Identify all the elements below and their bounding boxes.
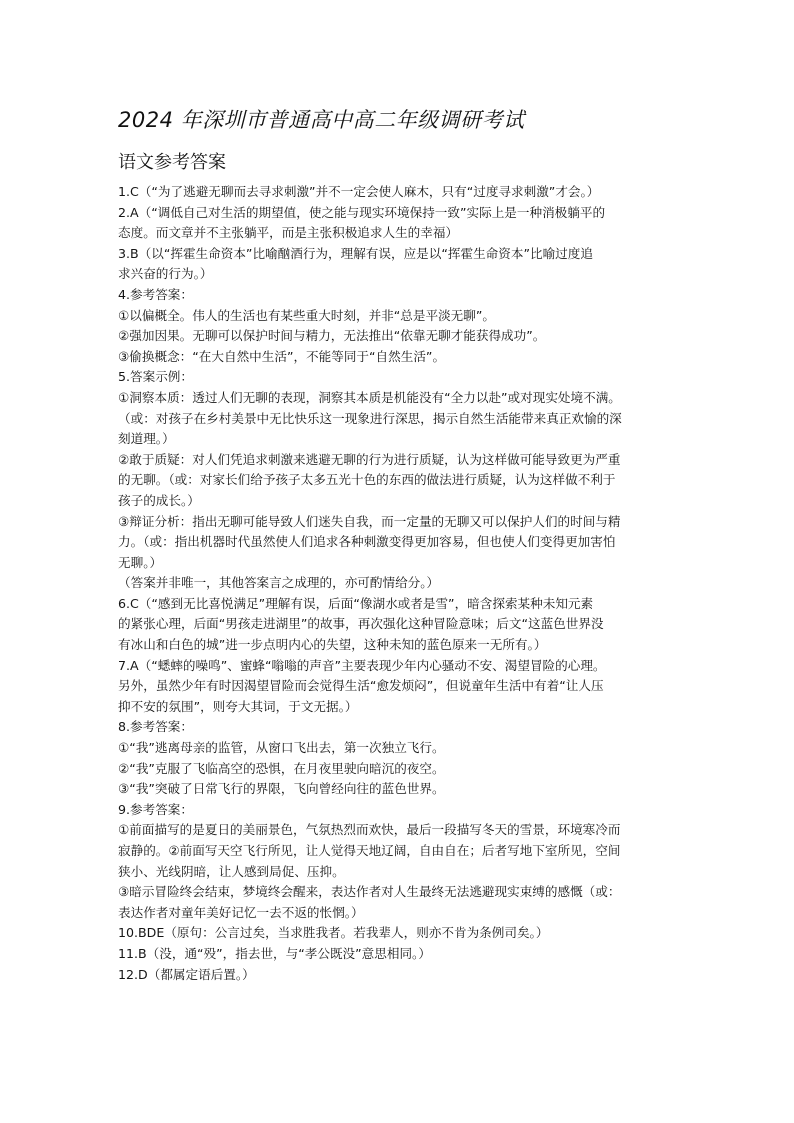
answer-line: （或：对孩子在乡村美景中无比快乐这一现象进行深思，揭示自然生活能带来真正欢愉的深 [118, 410, 622, 426]
answer-line: 7.A（“蟋蟀的噪鸣”、蜜蜂“嗡嗡的声音”主要表现少年内心骚动不安、渴望冒险的心理。 [118, 657, 606, 673]
answer-line: 9.参考答案： [118, 801, 193, 817]
answer-line: 表达作者对童年美好记忆一去不返的怅惘。） [118, 904, 364, 920]
answer-line: ③辩证分析：指出无聊可能导致人们迷失自我，而一定量的无聊又可以保护人们的时间与精 [118, 513, 621, 529]
answer-line: 力。（或：指出机器时代虽然使人们追求各种刺激变得更加容易，但也使人们变得更加害怕 [118, 534, 616, 550]
answer-line: 的无聊。（或：对家长们给予孩子太多五光十色的东西的做法进行质疑，认为这样做不利于 [118, 472, 616, 488]
answer-line: 12.D（都属定语后置。） [118, 966, 255, 982]
answer-line: 孩子的成长。） [118, 492, 200, 508]
answer-line: 8.参考答案： [118, 719, 193, 735]
answer-line: 态度。而文章并不主张躺平，而是主张积极追求人生的幸福） [118, 225, 459, 241]
answer-line: 寂静的。②前面写天空飞行所见，让人觉得天地辽阔，自由自在；后者写地下室所见，空间 [118, 843, 621, 858]
answer-line: ②强加因果。无聊可以保护时间与精力，无法推出“依靠无聊才能获得成功”。 [118, 328, 546, 344]
answer-line: 3.B（以“挥霍生命资本”比喻酗酒行为，理解有误，应是以“挥霍生命资本”比喻过度追 [118, 245, 593, 261]
answer-line: （答案并非唯一，其他答案言之成理的，亦可酌情给分。） [118, 575, 440, 591]
answer-line: 2.A（“调低自己对生活的期望值，使之能与现实环境保持一致”实际上是一种消极躺平的 [118, 204, 606, 220]
answer-line: 求兴奋的行为。） [118, 266, 213, 282]
answer-line: 狭小、光线阴暗，让人感到局促、压抑。 [118, 863, 345, 879]
answer-line: ③暗示冒险终会结束，梦境终会醒来，表达作者对人生最终无法逃避现实束缚的感慨（或： [118, 884, 621, 900]
answer-line: 4.参考答案： [118, 286, 193, 302]
answer-line: 抑不安的氛围”，则夸大其词，于文无据。） [118, 698, 358, 714]
answer-line: 的紧张心理，后面“男孩走进湖里”的故事，再次强化这种冒险意味；后文“这蓝色世界没 [118, 616, 604, 632]
answer-line: 有冰山和白色的城”进一步点明内心的失望，这种未知的蓝色原来一无所有。） [118, 637, 547, 653]
answer-line: ③偷换概念：“在大自然中生活”，不能等同于“自然生活”。 [118, 348, 446, 364]
answer-line: 无聊。） [118, 554, 163, 570]
answer-line: 5.答案示例： [118, 369, 193, 385]
page-subtitle: 语文参考答案 [118, 152, 226, 173]
page-title: 2024 年深圳市普通高中高二年级调研考试 [118, 108, 525, 132]
answer-line: 刻道理。） [118, 431, 175, 447]
answer-line: ①前面描写的是夏日的美丽景色，气氛热烈而欢快，最后一段描写冬天的雪景，环境寒冷而 [118, 822, 621, 838]
answer-line: 11.B（没，通“殁”，指去世，与“孝公既没”意思相同。） [118, 945, 431, 961]
answer-line: ③“我”突破了日常飞行的界限，飞向曾经向往的蓝色世界。 [118, 781, 445, 797]
answer-list [118, 182, 698, 985]
answer-line: ②敢于质疑：对人们凭追求刺激来逃避无聊的行为进行质疑，认为这样做可能导致更为严重 [118, 451, 621, 467]
answer-line: 10.BDE（原句：公言过矣，当求胜我者。若我辈人，则亦不肯为条例司矣。） [118, 925, 549, 941]
answer-line: 6.C（“感到无比喜悦满足”理解有误，后面“像湖水或者是雪”，暗含探索某种未知元素 [118, 595, 594, 611]
answer-line: ①以偏概全。伟人的生活也有某些重大时刻，并非“总是平淡无聊”。 [118, 307, 495, 323]
answer-line: ①洞察本质：透过人们无聊的表现，洞察其本质是机能没有“全力以赴”或对现实处境不满。 [118, 389, 621, 405]
answer-line: ①“我”逃离母亲的监管，从窗口飞出去，第一次独立飞行。 [118, 740, 445, 756]
answer-line: 另外，虽然少年有时因渴望冒险而会觉得生活“愈发烦闷”，但说童年生活中有着“让人压 [118, 678, 604, 694]
answer-line: 1.C（“为了逃避无聊而去寻求刺激”并不一定会使人麻木，只有“过度寻求刺激”才会。） [118, 184, 600, 199]
answer-line: ②“我”克服了飞临高空的恐惧，在月夜里驶向暗沉的夜空。 [118, 760, 445, 776]
